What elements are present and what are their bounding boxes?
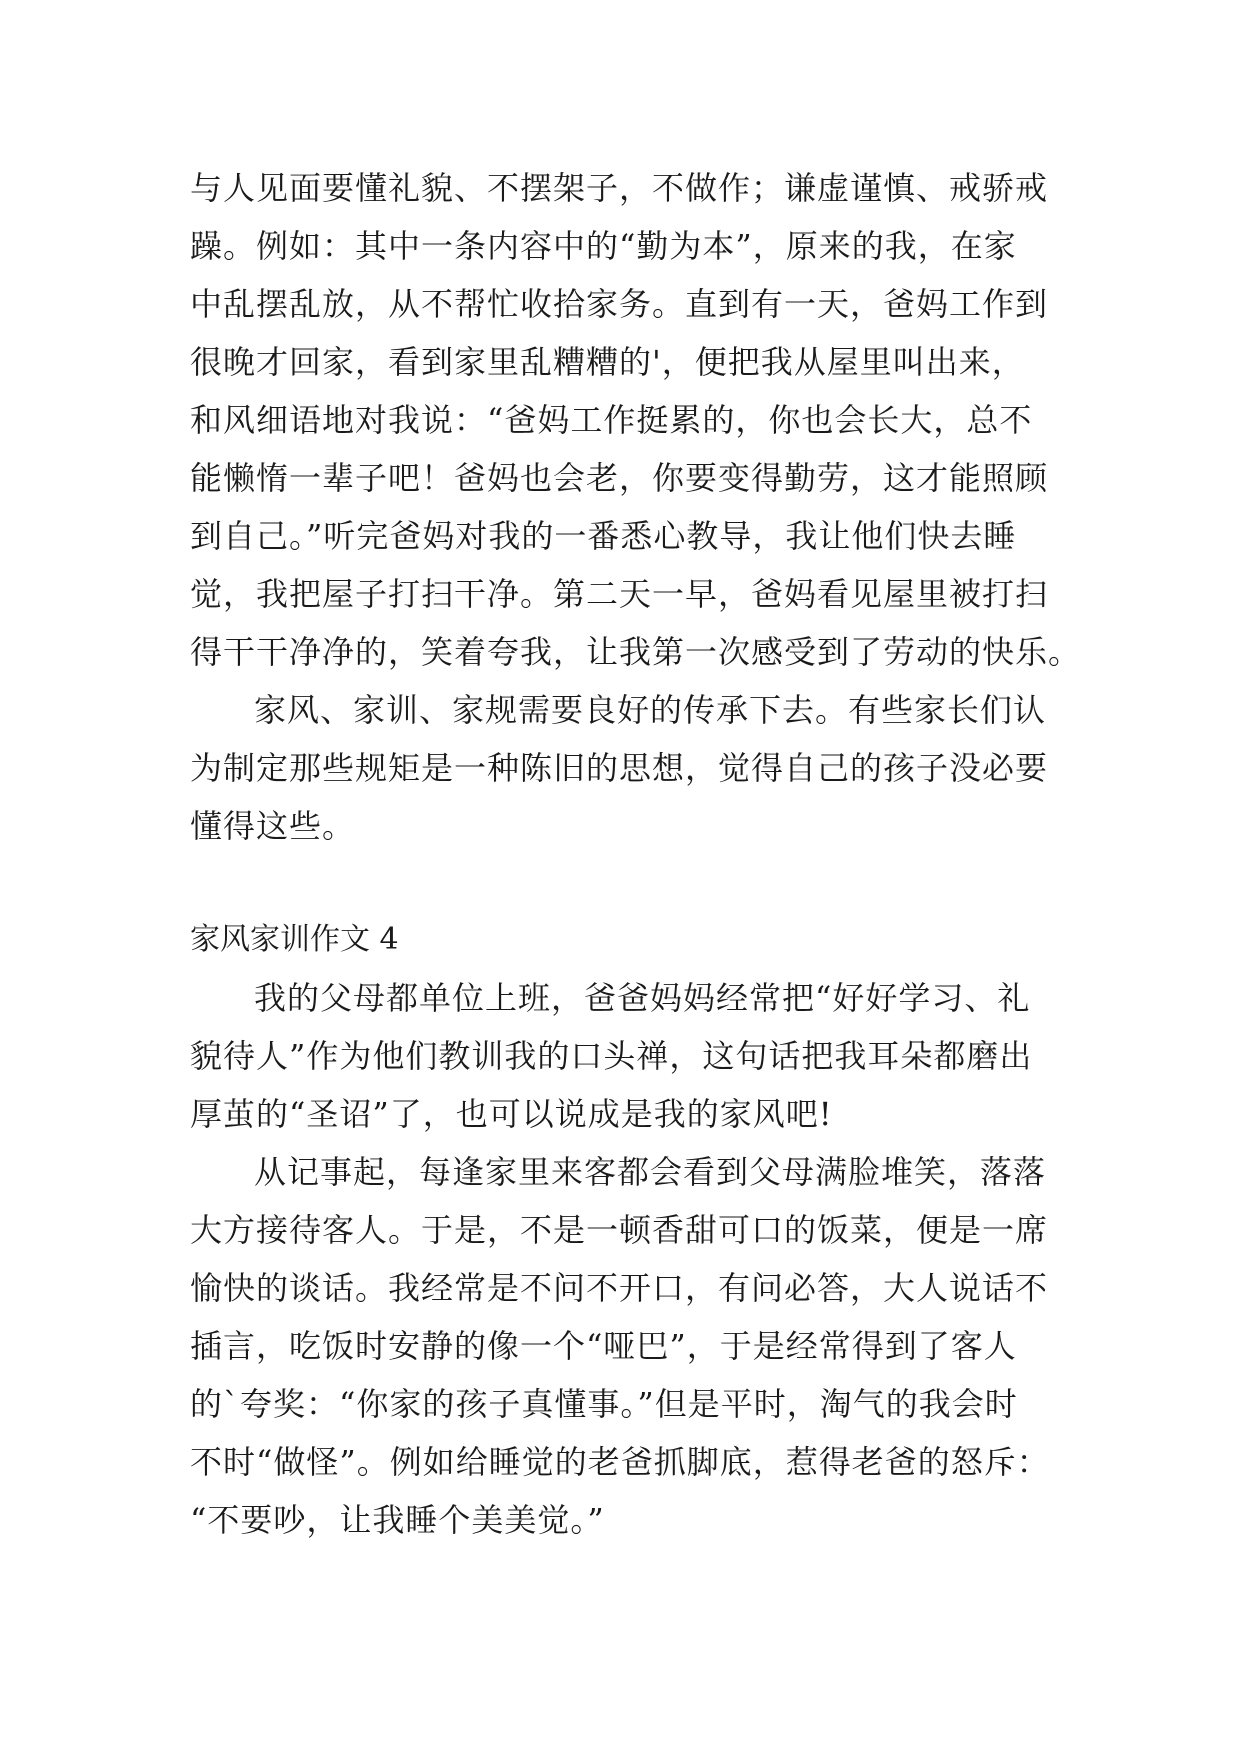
paragraph-line: 厚茧的“圣诏”了，也可以说成是我的家风吧! — [190, 1095, 833, 1133]
paragraph-line: 与人见面要懂礼貌、不摆架子，不做作；谦虚谨慎、戒骄戒 — [190, 169, 1049, 207]
paragraph-line: 到自己。”听完爸妈对我的一番悉心教导，我让他们快去睡 — [190, 517, 1017, 555]
paragraph-line: 愉快的谈话。我经常是不问不开口，有问必答，大人说话不 — [190, 1269, 1049, 1307]
paragraph-line: 大方接待客人。于是，不是一顿香甜可口的饭菜，便是一席 — [190, 1211, 1049, 1249]
paragraph-line: 中乱摆乱放，从不帮忙收拾家务。直到有一天，爸妈工作到 — [190, 285, 1049, 323]
paragraph-line: 的`夸奖：“你家的孩子真懂事。”但是平时，淘气的我会时 — [190, 1385, 1018, 1423]
paragraph-line: “不要吵，让我睡个美美觉。” — [190, 1501, 605, 1539]
paragraph-line: 和风细语地对我说：“爸妈工作挺累的，你也会长大，总不 — [190, 401, 1033, 439]
paragraph-line: 得干干净净的，笑着夸我，让我第一次感受到了劳动的快乐。 — [190, 633, 1082, 671]
paragraph-line: 不时“做怪”。例如给睡觉的老爸抓脚底，惹得老爸的怒斥： — [190, 1443, 1050, 1481]
paragraph-line: 家风、家训、家规需要良好的传承下去。有些家长们认 — [254, 691, 1047, 729]
paragraph-line: 从记事起，每逢家里来客都会看到父母满脸堆笑，落落 — [254, 1153, 1047, 1191]
paragraph-line: 为制定那些规矩是一种陈旧的思想，觉得自己的孩子没必要 — [190, 749, 1049, 787]
section-heading: 家风家训作文 4 — [190, 922, 399, 957]
paragraph-line: 貌待人”作为他们教训我的口头禅，这句话把我耳朵都磨出 — [190, 1037, 1033, 1075]
paragraph-line: 我的父母都单位上班，爸爸妈妈经常把“好好学习、礼 — [254, 979, 1031, 1017]
paragraph-line: 很晚才回家，看到家里乱糟糟的'，便把我从屋里叫出来， — [190, 343, 1025, 381]
paragraph-line: 觉，我把屋子打扫干净。第二天一早，爸妈看见屋里被打扫 — [190, 575, 1049, 613]
paragraph-line: 插言，吃饭时安静的像一个“哑巴”，于是经常得到了客人 — [190, 1327, 1017, 1365]
paragraph-line: 懂得这些。 — [190, 807, 356, 845]
paragraph-line: 躁。例如：其中一条内容中的“勤为本”，原来的我，在家 — [190, 227, 1017, 265]
paragraph-line: 能懒惰一辈子吧！爸妈也会老，你要变得勤劳，这才能照顾 — [190, 459, 1049, 497]
